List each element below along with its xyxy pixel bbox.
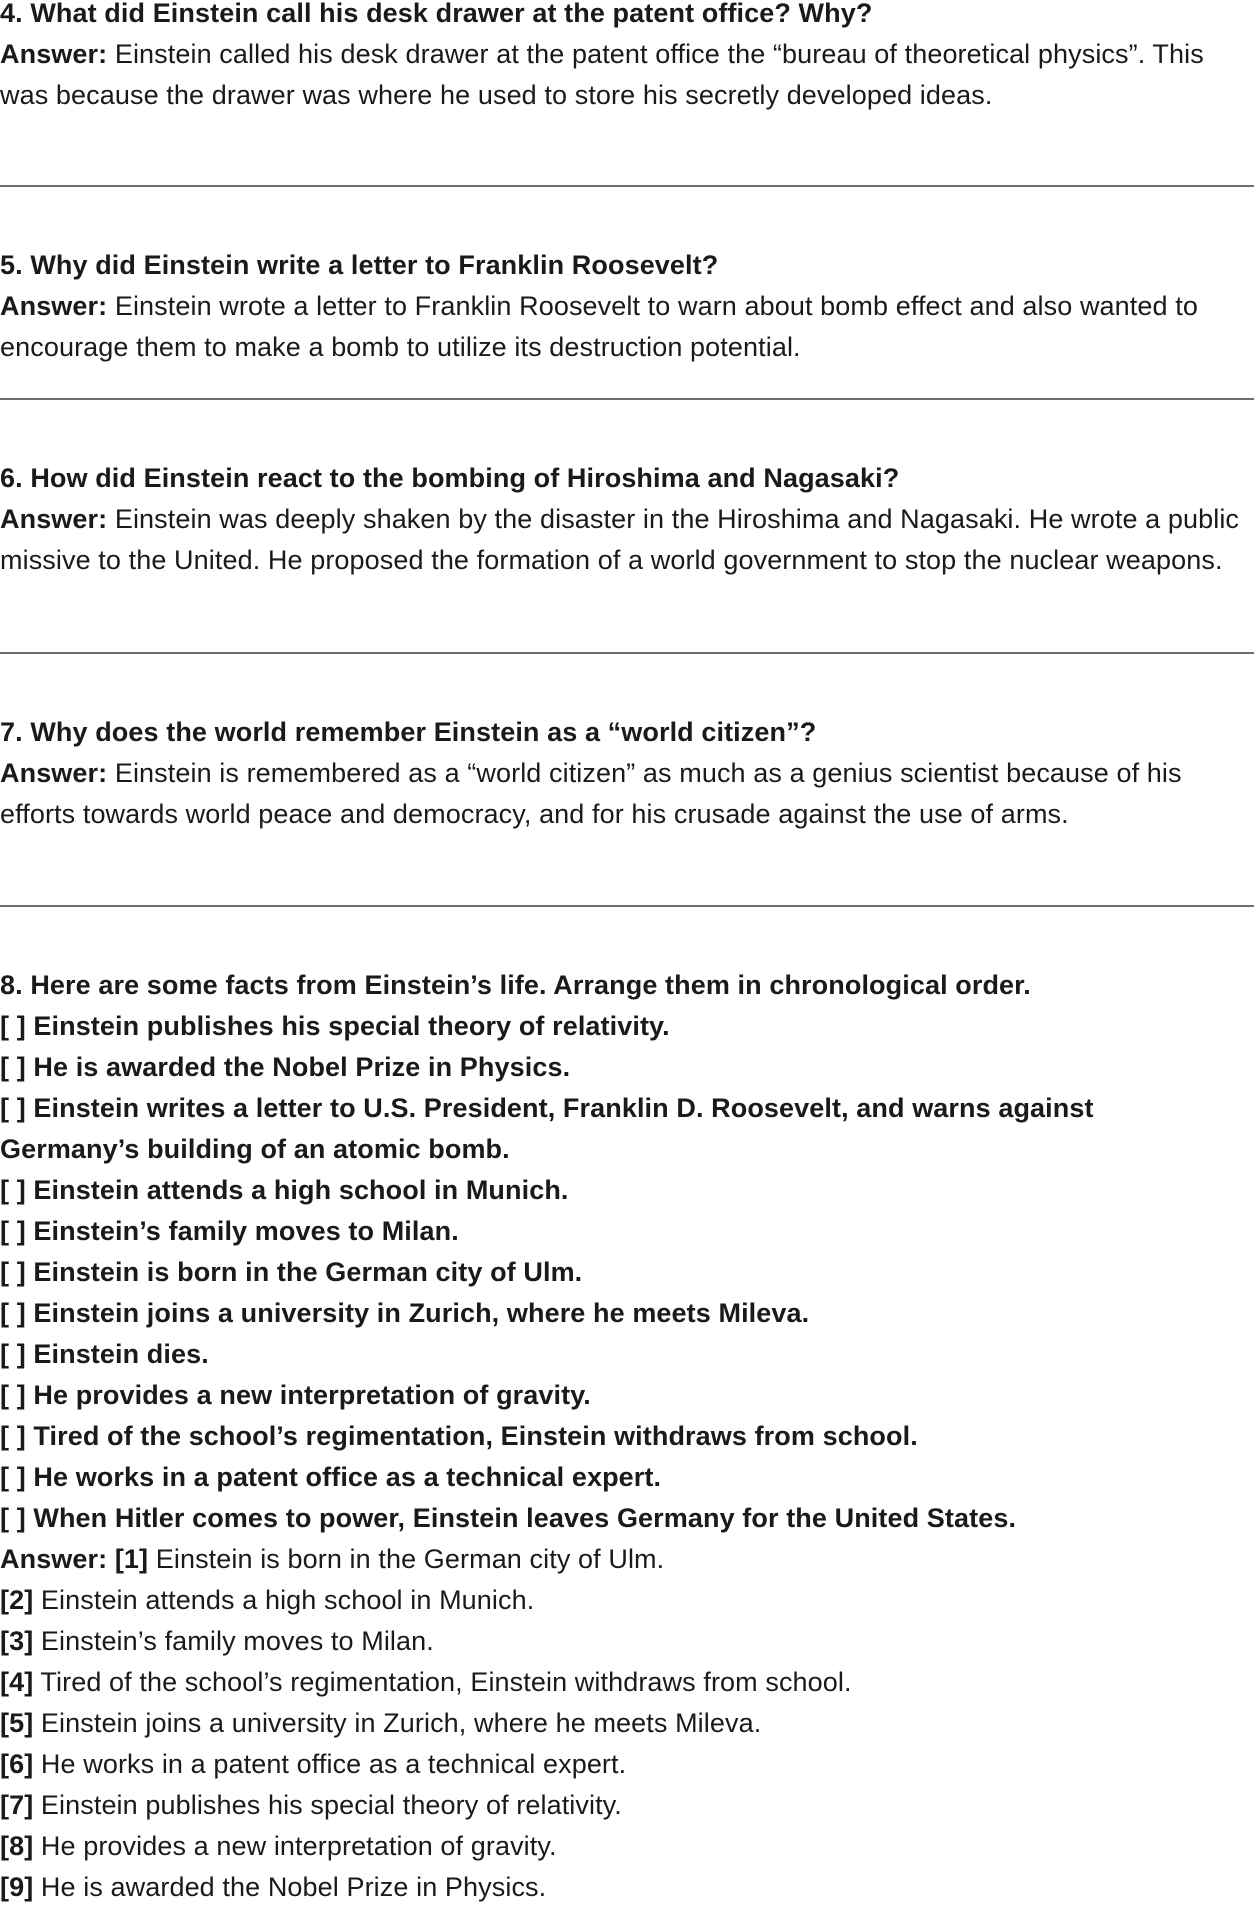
fact-item: [ ] Einstein publishes his special theory of relativity.: [0, 1011, 670, 1041]
answer-4: [0, 34, 1240, 116]
order-text: Einstein joins a university in Zurich, where he meets Mileva.: [33, 1708, 762, 1738]
order-number: [5]: [0, 1708, 34, 1738]
answer-row: [0, 1539, 1240, 1580]
order-number: [1]: [114, 1544, 149, 1574]
answer-row: [0, 1580, 1240, 1621]
answer-5: [0, 286, 1240, 368]
fact-item: [ ] Einstein writes a letter to U.S. President, Franklin D. Roosevelt, and warns against Germany’s building of an atomic bomb.: [0, 1093, 1094, 1164]
answer-label: Answer:: [0, 1544, 115, 1574]
answer-label: Answer:: [0, 758, 108, 788]
answer-row: [0, 1621, 1240, 1662]
question-5: 5. Why did Einstein write a letter to Franklin Roosevelt?: [0, 250, 719, 280]
divider: [0, 398, 1254, 400]
divider: [0, 185, 1254, 187]
question-4: 4. What did Einstein call his desk drawer at the patent office? Why?: [0, 0, 873, 28]
order-text: He works in a patent office as a technical expert.: [33, 1749, 627, 1779]
answer-text: Einstein was deeply shaken by the disaster in the Hiroshima and Nagasaki. He wrote a public missive to the United. He proposed the formation of a world government to stop the nuclear weapons.: [0, 504, 1240, 575]
chronology-answers: [0, 1539, 1240, 1908]
question-block-5: [0, 245, 1240, 368]
answer-label: Answer:: [0, 291, 108, 321]
question-block-4: [0, 0, 1240, 116]
divider: [0, 652, 1254, 654]
answer-row: [0, 1662, 1240, 1703]
order-number: [7]: [0, 1790, 34, 1820]
order-number: [3]: [0, 1626, 34, 1656]
answer-row: [0, 1744, 1240, 1785]
fact-item: [ ] He is awarded the Nobel Prize in Physics.: [0, 1052, 571, 1082]
order-text: Einstein is born in the German city of Ulm.: [148, 1544, 665, 1574]
answer-row: [0, 1703, 1240, 1744]
answer-text: Einstein wrote a letter to Franklin Roosevelt to warn about bomb effect and also wanted to encourage them to make a bomb to utilize its destruction potential.: [0, 291, 1198, 362]
order-text: Einstein publishes his special theory of relativity.: [33, 1790, 622, 1820]
fact-item: [ ] Einstein is born in the German city of Ulm.: [0, 1257, 583, 1287]
order-text: He provides a new interpretation of gravity.: [33, 1831, 557, 1861]
answer-label: Answer:: [0, 39, 108, 69]
answer-row: [0, 1785, 1240, 1826]
order-number: [4]: [0, 1667, 34, 1697]
chronology-items: [0, 1006, 1240, 1539]
answer-row: [0, 1826, 1240, 1867]
question-block-7: [0, 712, 1240, 835]
question-7: 7. Why does the world remember Einstein as a “world citizen”?: [0, 717, 817, 747]
answer-6: [0, 499, 1240, 581]
fact-item: [ ] Einstein’s family moves to Milan.: [0, 1216, 459, 1246]
answer-row: [0, 1867, 1240, 1908]
order-number: [6]: [0, 1749, 34, 1779]
order-text: Tired of the school’s regimentation, Einstein withdraws from school.: [33, 1667, 852, 1697]
order-number: [9]: [0, 1872, 34, 1902]
question-block-6: [0, 458, 1240, 581]
question-8: 8. Here are some facts from Einstein’s life. Arrange them in chronological order.: [0, 970, 1031, 1000]
fact-item: [ ] Tired of the school’s regimentation, Einstein withdraws from school.: [0, 1421, 918, 1451]
divider: [0, 905, 1254, 907]
fact-item: [ ] He works in a patent office as a technical expert.: [0, 1462, 662, 1492]
fact-item: [ ] Einstein dies.: [0, 1339, 209, 1369]
question-6: 6. How did Einstein react to the bombing of Hiroshima and Nagasaki?: [0, 463, 900, 493]
answer-7: [0, 753, 1240, 835]
order-text: Einstein’s family moves to Milan.: [33, 1626, 434, 1656]
order-number: [2]: [0, 1585, 34, 1615]
answer-text: Einstein called his desk drawer at the patent office the “bureau of theoretical physics”. This was because the drawer was where he used to store his secretly developed ideas.: [0, 39, 1204, 110]
fact-item: [ ] When Hitler comes to power, Einstein leaves Germany for the United States.: [0, 1503, 1017, 1533]
order-text: He is awarded the Nobel Prize in Physics.: [33, 1872, 547, 1902]
fact-item: [ ] He provides a new interpretation of gravity.: [0, 1380, 591, 1410]
fact-item: [ ] Einstein joins a university in Zurich, where he meets Mileva.: [0, 1298, 810, 1328]
fact-item: [ ] Einstein attends a high school in Munich.: [0, 1175, 569, 1205]
answer-label: Answer:: [0, 504, 108, 534]
order-text: Einstein attends a high school in Munich.: [33, 1585, 535, 1615]
question-block-8: [0, 965, 1240, 1908]
order-number: [8]: [0, 1831, 34, 1861]
answer-text: Einstein is remembered as a “world citizen” as much as a genius scientist because of his efforts towards world peace and democracy, and for his crusade against the use of arms.: [0, 758, 1182, 829]
